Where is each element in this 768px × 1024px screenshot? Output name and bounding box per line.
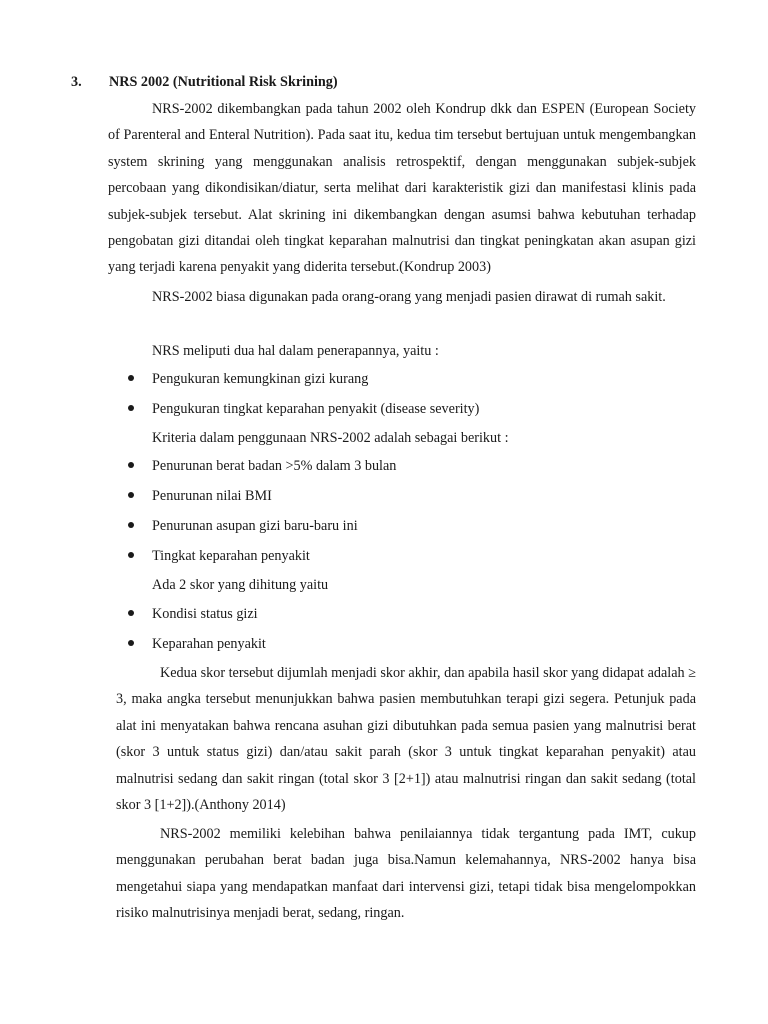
list-item-text: Keparahan penyakit xyxy=(152,636,266,652)
paragraph-nrs-aspects-intro: NRS meliputi dua hal dalam penerapannya, yaitu : xyxy=(152,343,439,359)
list-item-text: Penurunan berat badan >5% dalam 3 bulan xyxy=(152,458,397,474)
list-item-text: Penurunan asupan gizi baru-baru ini xyxy=(152,518,358,534)
bullet-icon xyxy=(128,552,134,558)
bullet-icon xyxy=(128,610,134,616)
list-item-text: Tingkat keparahan penyakit xyxy=(152,548,310,564)
paragraph-nrs-usage: NRS-2002 biasa digunakan pada orang-orang yang menjadi pasien dirawat di rumah sakit. xyxy=(152,289,666,305)
bullet-icon xyxy=(128,405,134,411)
bullet-icon xyxy=(128,640,134,646)
bullet-icon xyxy=(128,492,134,498)
section-heading xyxy=(71,73,338,91)
paragraph-scores-intro: Ada 2 skor yang dihitung yaitu xyxy=(152,577,329,593)
paragraph-strengths-weaknesses: NRS-2002 memiliki kelebihan bahwa penilaiannya tidak tergantung pada IMT, cukup menggunakan perubahan berat badan juga bisa.Namun kelemahannya, NRS-2002 hanya bisa mengetahui siapa yang mendapatkan manfaat dari intervensi gizi, tetapi tidak bisa mengelompokkan risiko malnutrisinya menjadi berat, sedang, ringan. xyxy=(116,826,696,922)
section-title: NRS 2002 (Nutritional Risk Skrining) xyxy=(109,74,338,90)
paragraph-score-interpretation: Kedua skor tersebut dijumlah menjadi skor akhir, dan apabila hasil skor yang didapat adalah ≥ 3, maka angka tersebut menunjukkan bahwa pasien membutuhkan terapi gizi segera. Petunjuk pada alat ini menyatakan bahwa rencana asuhan gizi dibutuhkan pada semua pasien yang malnutrisi berat (skor 3 untuk status gizi) dan/atau sakit parah (skor 3 untuk tingkat keparahan penyakit) atau malnutrisi sedang dan sakit ringan (total skor 3 [2+1]) atau malnutrisi ringan dan sakit sedang (total skor 3 [1+2]).(Anthony 2014) xyxy=(116,665,696,814)
bullet-icon xyxy=(128,522,134,528)
list-item-text: Kondisi status gizi xyxy=(152,606,258,622)
list-item-text: Penurunan nilai BMI xyxy=(152,488,272,504)
paragraph-criteria-intro: Kriteria dalam penggunaan NRS-2002 adalah sebagai berikut : xyxy=(152,430,509,446)
list-item-text: Pengukuran tingkat keparahan penyakit (disease severity) xyxy=(152,401,480,417)
paragraph-nrs-history: NRS-2002 dikembangkan pada tahun 2002 oleh Kondrup dkk dan ESPEN (European Society of Parenteral and Enteral Nutrition). Pada saat itu, kedua tim tersebut bertujuan untuk mengembangkan system skrining yang menggunakan analisis retrospektif, dengan menggunakan subjek-subjek percobaan yang dikondisikan/diatur, serta melihat dari karakteristik gizi dan manifestasi klinis pada subjek-subjek tersebut. Alat skrining ini dikembangkan dengan asumsi bahwa kebutuhan terhadap pengobatan gizi ditandai oleh tingkat keparahan malnutrisi dan tingkat peningkatan akan asupan gizi yang terjadi karena penyakit yang diderita tersebut.(Kondrup 2003) xyxy=(108,101,696,276)
bullet-icon xyxy=(128,462,134,468)
list-item-text: Pengukuran kemungkinan gizi kurang xyxy=(152,371,369,387)
section-number: 3. xyxy=(71,74,82,90)
bullet-icon xyxy=(128,375,134,381)
